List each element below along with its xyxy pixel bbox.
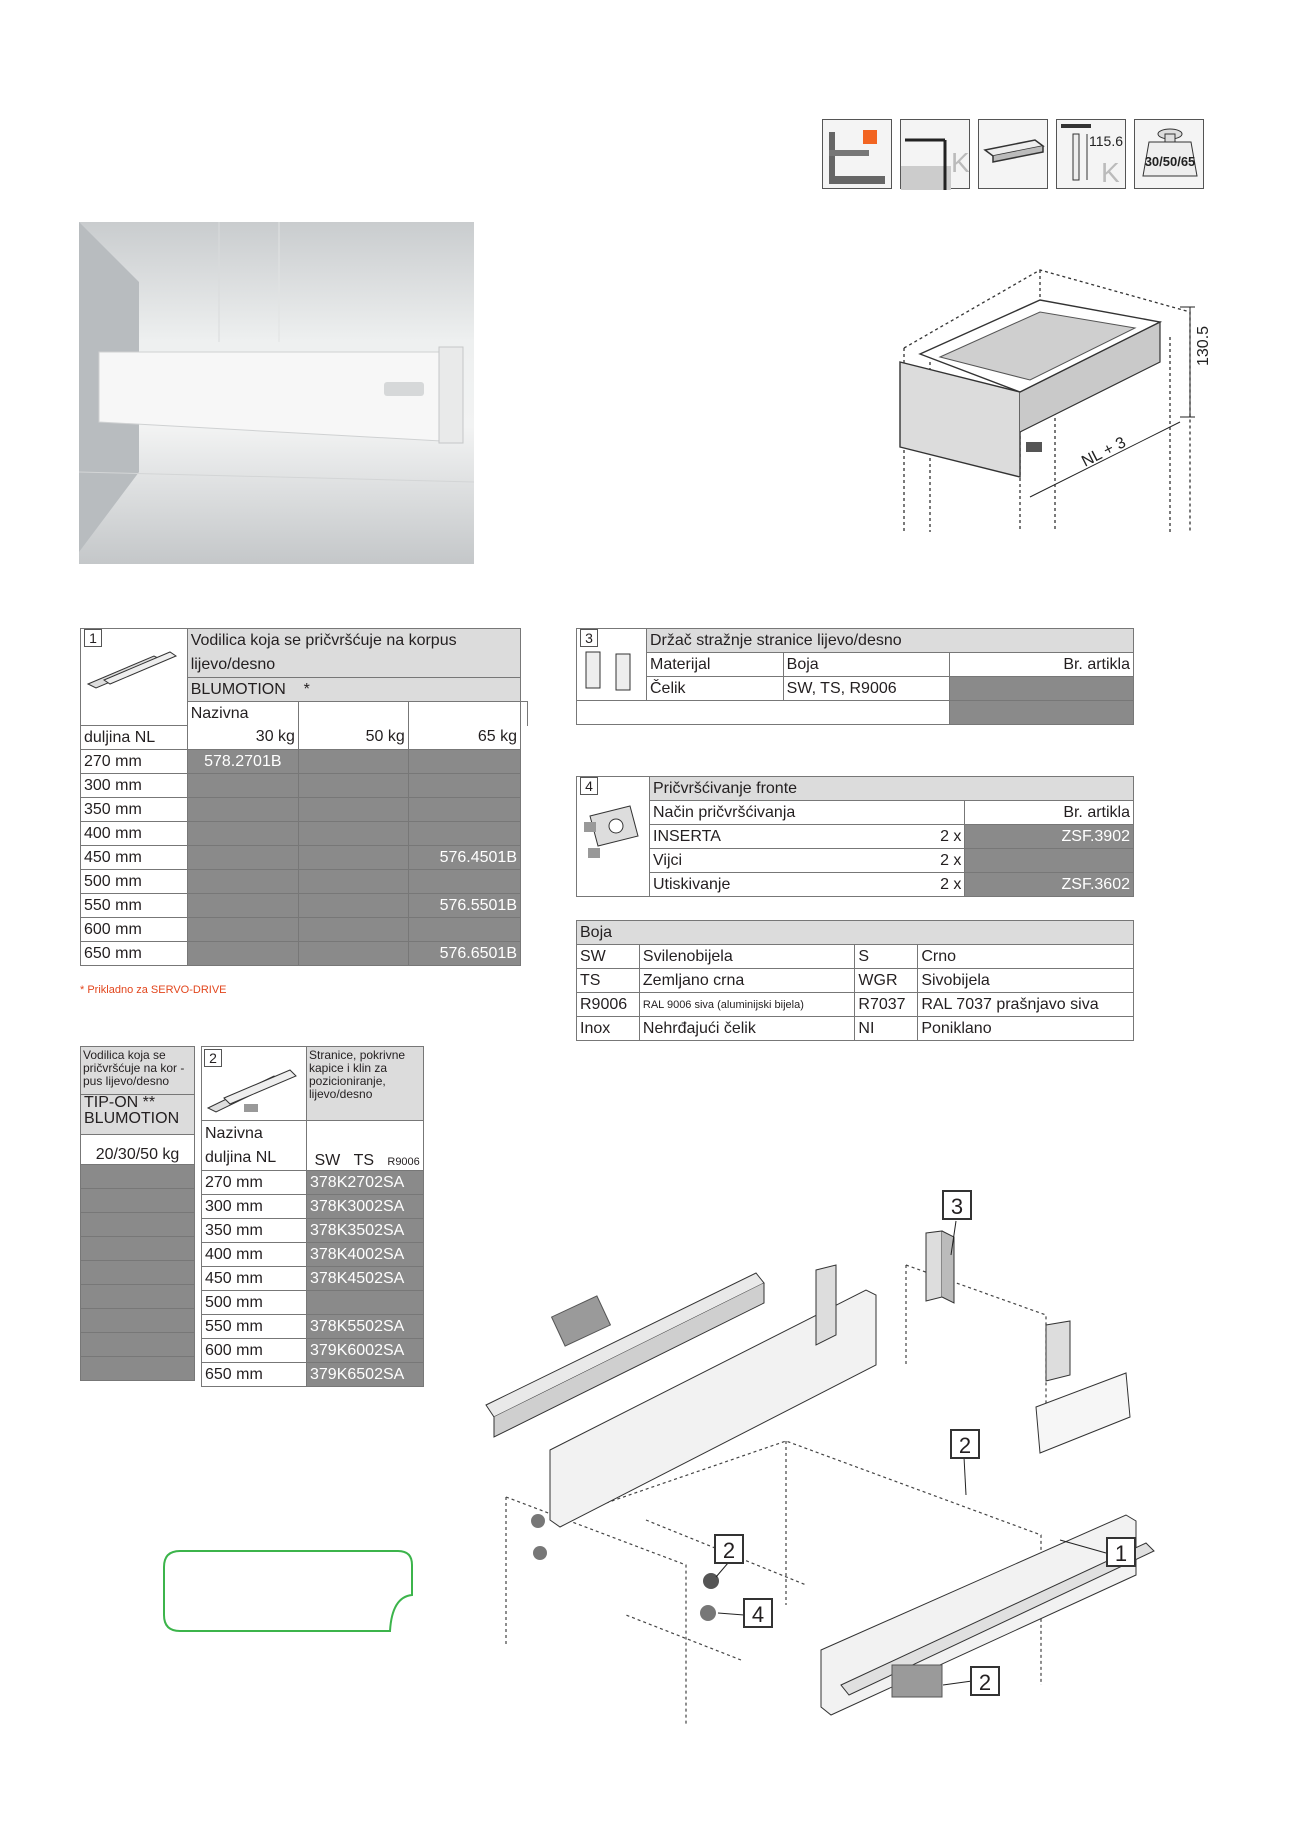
- table2-colors: SW TS R9006: [307, 1121, 424, 1171]
- table-row: 500 mm: [202, 1291, 424, 1315]
- h-article-4: Br. artikla: [965, 801, 1134, 825]
- h-material: Materijal: [646, 653, 783, 677]
- table-row: Utiskivanje 2 x ZSF.3602: [577, 873, 1134, 897]
- colors-table: [576, 920, 1134, 1041]
- article-value: [950, 677, 1134, 701]
- h-article: Br. artikla: [950, 653, 1134, 677]
- tipon-product: TIP-ON ** BLUMOTION: [81, 1095, 195, 1135]
- callout-2-cap: 2: [970, 1666, 1000, 1696]
- weight-30: 30 kg: [187, 726, 298, 750]
- callout-4: 4: [743, 1598, 773, 1628]
- table1-subtitle: BLUMOTION *: [187, 678, 520, 702]
- weight-65: 65 kg: [408, 726, 520, 750]
- table4-title: Pričvršćivanje fronte: [650, 777, 1134, 801]
- empty-green-box: [162, 1549, 415, 1633]
- tipon-weights: 20/30/50 kg: [81, 1135, 195, 1165]
- table-row: 450 mm 378K4502SA: [202, 1267, 424, 1291]
- table4-number: 4: [580, 777, 598, 795]
- fixing-icon: [580, 796, 646, 876]
- table-row: 650 mm 576.6501B: [81, 942, 528, 966]
- table-row: Inox Nehrđajući čelik NI Poniklano: [577, 1017, 1134, 1041]
- table1-title: Vodilica koja se pričvršćuje na korpus lijevo/desno: [187, 629, 520, 678]
- callout-2-front: 2: [714, 1534, 744, 1564]
- corner-k-label: K: [951, 147, 970, 178]
- runner-table: [80, 628, 528, 966]
- table-row: SW Svilenobijela S Crno: [577, 945, 1134, 969]
- table-row: 300 mm: [81, 774, 528, 798]
- tipon-title: Vodilica koja se pričvršćuje na kor - pus lijevo/desno: [81, 1047, 195, 1095]
- height-k-label: K: [1101, 157, 1120, 188]
- height-value: 115.6: [1089, 133, 1123, 149]
- drawer-cabinet-diagram: [890, 262, 1210, 542]
- tipon-table: [80, 1046, 195, 1381]
- table-row: INSERTA 2 x ZSF.3902: [577, 825, 1134, 849]
- table-row: TS Zemljano crna WGR Sivobijela: [577, 969, 1134, 993]
- sides-table: [201, 1046, 424, 1387]
- fixing-thumb-cell: [577, 777, 650, 897]
- callout-2-side: 2: [950, 1429, 980, 1459]
- h-method: Način pričvršćivanja: [650, 801, 965, 825]
- table-row: 300 mm 378K3002SA: [202, 1195, 424, 1219]
- color-value: SW, TS, R9006: [783, 677, 950, 701]
- runner-icon: [84, 650, 179, 690]
- holder-icon: [580, 648, 640, 692]
- runner-thumb-cell: [81, 629, 188, 726]
- table-row: Vijci 2 x: [577, 849, 1134, 873]
- front-fixing-table: [576, 776, 1134, 897]
- table-row: 350 mm: [81, 798, 528, 822]
- sides-thumb-cell: [202, 1047, 307, 1121]
- table1-number: 1: [84, 629, 102, 647]
- table-row: 270 mm 378K2702SA: [202, 1171, 424, 1195]
- product-photo: [79, 222, 474, 564]
- table-row: 400 mm 378K4002SA: [202, 1243, 424, 1267]
- length-dim: NL + 3: [1079, 434, 1129, 471]
- table2-title: Stranice, pokrivne kapice i klin za pozicioniranje, lijevo/desno: [307, 1047, 424, 1121]
- h-color: Boja: [783, 653, 950, 677]
- material-value: Čelik: [646, 677, 783, 701]
- load-values: 30/50/65: [1144, 154, 1196, 169]
- height-icon: [1056, 119, 1126, 189]
- table1-footnote: * Prikladno za SERVO-DRIVE: [80, 984, 227, 996]
- table-row: 500 mm: [81, 870, 528, 894]
- table-row: R9006 RAL 9006 siva (aluminijski bijela) R7037 RAL 7037 prašnjavo siva: [577, 993, 1134, 1017]
- runner-profile-icon: [978, 119, 1048, 189]
- table3-number: 3: [580, 629, 598, 647]
- sides-icon: [204, 1068, 304, 1118]
- drawer-side-icon: [822, 119, 892, 189]
- table-row: 350 mm 378K3502SA: [202, 1219, 424, 1243]
- table2-number: 2: [204, 1049, 222, 1067]
- table-row: 600 mm: [81, 918, 528, 942]
- callout-1: 1: [1106, 1537, 1136, 1567]
- height-dim: 130.5: [1195, 325, 1212, 366]
- holder-thumb-cell: [577, 629, 647, 701]
- colors-title: Boja: [577, 921, 1134, 945]
- table-row: 450 mm 576.4501B: [81, 846, 528, 870]
- table-row: 650 mm 379K6502SA: [202, 1363, 424, 1387]
- callout-3: 3: [942, 1190, 972, 1220]
- table-row: 270 mm 578.2701B: [81, 750, 528, 774]
- table3-title: Držač stražnje stranice lijevo/desno: [646, 629, 1133, 653]
- nl-label-t2: Nazivna duljina NL: [202, 1121, 307, 1171]
- cabinet-corner-icon: [900, 119, 970, 189]
- load-weight-icon: [1134, 119, 1204, 189]
- table-row: 400 mm: [81, 822, 528, 846]
- back-holder-table: [576, 628, 1134, 725]
- weight-50: 50 kg: [298, 726, 408, 750]
- nl-label-1: Nazivna: [187, 702, 298, 726]
- table-row: 600 mm 379K6002SA: [202, 1339, 424, 1363]
- table-row: 550 mm 576.5501B: [81, 894, 528, 918]
- nl-label-2: duljina NL: [81, 726, 188, 750]
- assembly-diagram: [486, 1185, 1176, 1730]
- table-row: 550 mm 378K5502SA: [202, 1315, 424, 1339]
